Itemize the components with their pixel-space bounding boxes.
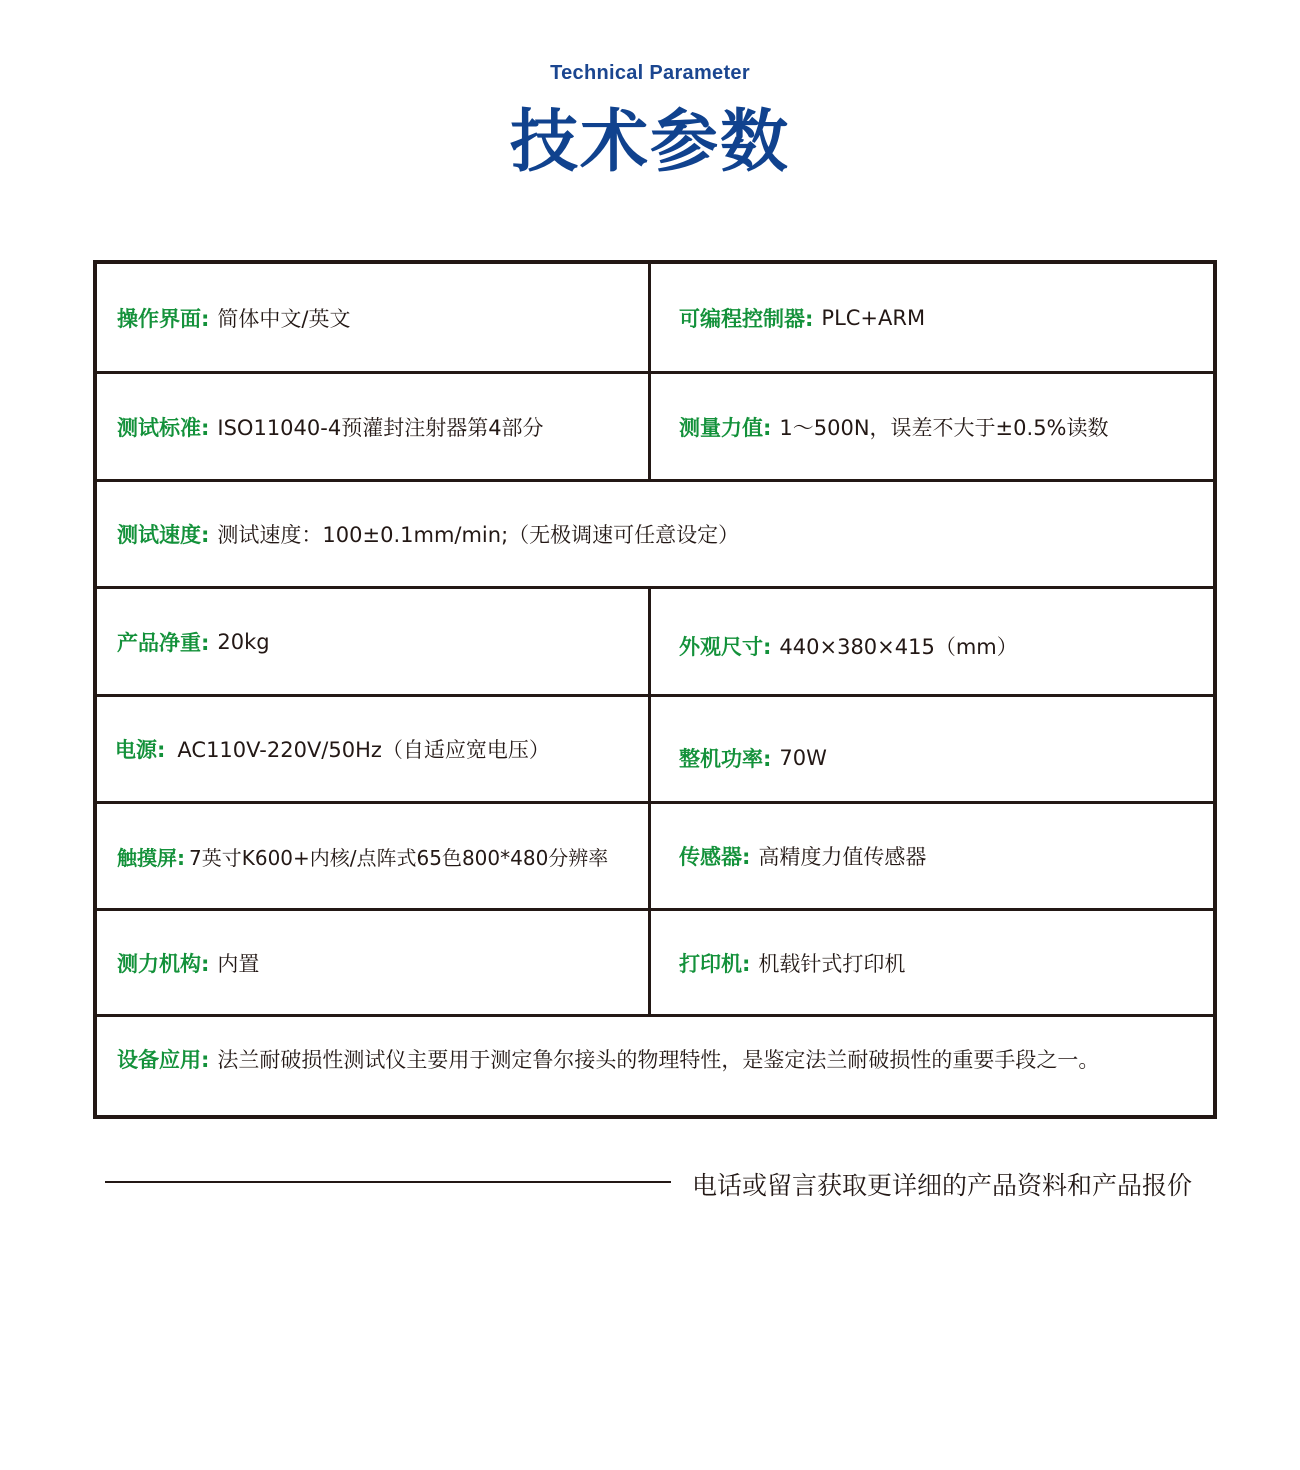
spec-label: 外观尺寸: <box>679 634 772 659</box>
spec-cell-net-weight <box>97 589 651 694</box>
spec-cell-force-mechanism <box>97 911 651 1014</box>
spec-value: ISO11040-4预灌封注射器第4部分 <box>217 415 544 440</box>
spec-cell-power-rating <box>651 697 1213 801</box>
spec-label: 传感器: <box>679 845 751 869</box>
spec-label: 操作界面: <box>117 306 210 331</box>
contact-prompt: 电话或留言获取更详细的产品资料和产品报价 <box>692 1171 1193 1200</box>
spec-cell-dimensions <box>651 589 1213 694</box>
section-subtitle: Technical Parameter <box>550 62 750 84</box>
page-title: 技术参数 <box>509 103 790 182</box>
spec-value: 机载针式打印机 <box>758 951 906 976</box>
spec-cell-application <box>97 1017 1213 1115</box>
spec-value: 20kg <box>217 629 270 654</box>
spec-label: 测力机构: <box>117 951 210 976</box>
spec-cell-touchscreen <box>97 804 651 908</box>
spec-row <box>97 804 1213 911</box>
spec-row <box>97 1017 1213 1115</box>
spec-label: 可编程控制器: <box>679 306 814 331</box>
spec-cell-operation-interface <box>97 264 651 371</box>
spec-label: 设备应用: <box>117 1048 210 1072</box>
spec-cell-force-range <box>651 374 1213 479</box>
spec-table <box>93 260 1217 1119</box>
spec-label: 触摸屏: <box>117 845 185 870</box>
spec-value: 内置 <box>217 951 260 976</box>
spec-cell-test-speed <box>97 482 1213 586</box>
spec-row <box>97 911 1213 1017</box>
spec-value: 7英寸K600+内核/点阵式65色800*480分辨率 <box>189 845 609 870</box>
spec-row <box>97 697 1213 804</box>
spec-cell-test-standard <box>97 374 651 479</box>
spec-label: 电源: <box>115 738 166 762</box>
spec-value: 70W <box>779 746 827 770</box>
spec-value: PLC+ARM <box>821 305 926 330</box>
footer-divider <box>105 1181 671 1183</box>
spec-value: 法兰耐破损性测试仪主要用于测定鲁尔接头的物理特性，是鉴定法兰耐破损性的重要手段之一。 <box>217 1048 1100 1072</box>
spec-value: 1～500N，误差不大于±0.5%读数 <box>779 415 1109 440</box>
spec-label: 打印机: <box>679 951 751 976</box>
spec-label: 测试速度: <box>117 523 210 547</box>
spec-row <box>97 264 1213 374</box>
spec-row <box>97 482 1213 589</box>
spec-value: 简体中文/英文 <box>217 306 351 331</box>
spec-label: 整机功率: <box>679 747 772 771</box>
spec-value: AC110V-220V/50Hz（自适应宽电压） <box>177 738 550 762</box>
spec-cell-sensor <box>651 804 1213 908</box>
spec-label: 测试标准: <box>117 415 210 440</box>
spec-label: 产品净重: <box>117 630 210 655</box>
spec-value: 440×380×415（mm） <box>779 634 1018 659</box>
spec-label: 测量力值: <box>679 415 772 440</box>
spec-value: 测试速度：100±0.1mm/min;（无极调速可任意设定） <box>217 523 740 547</box>
spec-cell-power-supply <box>97 697 651 801</box>
spec-row <box>97 374 1213 482</box>
spec-cell-printer <box>651 911 1213 1014</box>
spec-row <box>97 589 1213 697</box>
spec-cell-plc <box>651 264 1213 371</box>
spec-value: 高精度力值传感器 <box>758 845 927 869</box>
